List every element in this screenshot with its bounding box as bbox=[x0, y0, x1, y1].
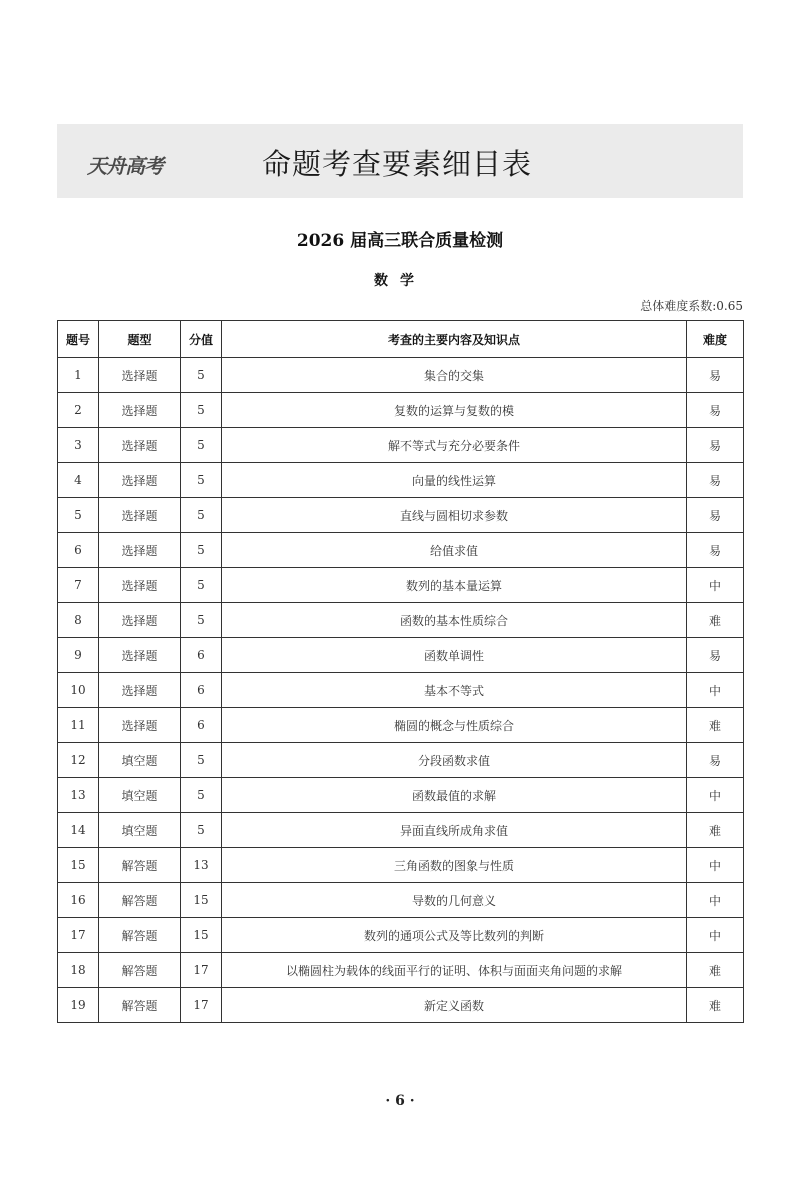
cell-score: 17 bbox=[181, 953, 222, 988]
table-row bbox=[58, 708, 744, 743]
cell-content: 函数的基本性质综合 bbox=[222, 603, 687, 638]
table-row bbox=[58, 533, 744, 568]
cell-type: 填空题 bbox=[99, 778, 181, 813]
table-row bbox=[58, 428, 744, 463]
cell-number: 14 bbox=[58, 813, 99, 848]
table-row bbox=[58, 883, 744, 918]
cell-difficulty: 中 bbox=[687, 568, 744, 603]
header-type: 题型 bbox=[99, 321, 181, 358]
cell-score: 15 bbox=[181, 918, 222, 953]
cell-number: 4 bbox=[58, 463, 99, 498]
header-content: 考查的主要内容及知识点 bbox=[222, 321, 687, 358]
cell-content: 给值求值 bbox=[222, 533, 687, 568]
cell-type: 选择题 bbox=[99, 673, 181, 708]
cell-type: 选择题 bbox=[99, 638, 181, 673]
cell-number: 11 bbox=[58, 708, 99, 743]
cell-content: 椭圆的概念与性质综合 bbox=[222, 708, 687, 743]
header-number: 题号 bbox=[58, 321, 99, 358]
cell-content: 基本不等式 bbox=[222, 673, 687, 708]
cell-type: 解答题 bbox=[99, 883, 181, 918]
cell-content: 分段函数求值 bbox=[222, 743, 687, 778]
cell-content: 直线与圆相切求参数 bbox=[222, 498, 687, 533]
table-row bbox=[58, 918, 744, 953]
cell-score: 6 bbox=[181, 673, 222, 708]
cell-content: 复数的运算与复数的模 bbox=[222, 393, 687, 428]
cell-type: 选择题 bbox=[99, 568, 181, 603]
cell-score: 6 bbox=[181, 708, 222, 743]
cell-difficulty: 中 bbox=[687, 918, 744, 953]
cell-score: 5 bbox=[181, 358, 222, 393]
cell-number: 13 bbox=[58, 778, 99, 813]
cell-difficulty: 中 bbox=[687, 778, 744, 813]
cell-type: 解答题 bbox=[99, 848, 181, 883]
cell-difficulty: 中 bbox=[687, 883, 744, 918]
cell-difficulty: 难 bbox=[687, 953, 744, 988]
cell-score: 17 bbox=[181, 988, 222, 1023]
cell-difficulty: 难 bbox=[687, 988, 744, 1023]
header-score: 分值 bbox=[181, 321, 222, 358]
cell-score: 5 bbox=[181, 533, 222, 568]
cell-score: 15 bbox=[181, 883, 222, 918]
cell-content: 异面直线所成角求值 bbox=[222, 813, 687, 848]
cell-difficulty: 易 bbox=[687, 393, 744, 428]
table-row bbox=[58, 638, 744, 673]
cell-difficulty: 易 bbox=[687, 463, 744, 498]
cell-type: 选择题 bbox=[99, 358, 181, 393]
cell-score: 5 bbox=[181, 393, 222, 428]
table-row bbox=[58, 498, 744, 533]
cell-type: 选择题 bbox=[99, 533, 181, 568]
cell-number: 16 bbox=[58, 883, 99, 918]
table-row bbox=[58, 953, 744, 988]
cell-number: 17 bbox=[58, 918, 99, 953]
cell-content: 向量的线性运算 bbox=[222, 463, 687, 498]
cell-number: 5 bbox=[58, 498, 99, 533]
overall-difficulty: 总体难度系数:0.65 bbox=[640, 299, 743, 313]
cell-score: 5 bbox=[181, 603, 222, 638]
cell-content: 导数的几何意义 bbox=[222, 883, 687, 918]
cell-content: 集合的交集 bbox=[222, 358, 687, 393]
table-row bbox=[58, 813, 744, 848]
cell-content: 数列的基本量运算 bbox=[222, 568, 687, 603]
cell-number: 10 bbox=[58, 673, 99, 708]
cell-score: 5 bbox=[181, 778, 222, 813]
cell-type: 解答题 bbox=[99, 988, 181, 1023]
cell-difficulty: 易 bbox=[687, 428, 744, 463]
table-header-row bbox=[58, 321, 744, 358]
table-row bbox=[58, 848, 744, 883]
cell-score: 5 bbox=[181, 743, 222, 778]
cell-type: 选择题 bbox=[99, 393, 181, 428]
cell-type: 填空题 bbox=[99, 813, 181, 848]
cell-number: 19 bbox=[58, 988, 99, 1023]
cell-content: 三角函数的图象与性质 bbox=[222, 848, 687, 883]
cell-difficulty: 易 bbox=[687, 358, 744, 393]
cell-number: 1 bbox=[58, 358, 99, 393]
cell-number: 7 bbox=[58, 568, 99, 603]
cell-score: 5 bbox=[181, 568, 222, 603]
banner-title: 命题考查要素细目表 bbox=[262, 147, 533, 181]
table-row bbox=[58, 463, 744, 498]
table-row bbox=[58, 358, 744, 393]
cell-type: 选择题 bbox=[99, 428, 181, 463]
cell-score: 5 bbox=[181, 463, 222, 498]
cell-difficulty: 易 bbox=[687, 533, 744, 568]
cell-difficulty: 难 bbox=[687, 603, 744, 638]
table-row bbox=[58, 673, 744, 708]
cell-score: 5 bbox=[181, 428, 222, 463]
cell-content: 以椭圆柱为载体的线面平行的证明、体积与面面夹角问题的求解 bbox=[222, 953, 687, 988]
cell-type: 解答题 bbox=[99, 918, 181, 953]
header-difficulty: 难度 bbox=[687, 321, 744, 358]
cell-type: 填空题 bbox=[99, 743, 181, 778]
cell-type: 选择题 bbox=[99, 463, 181, 498]
cell-number: 3 bbox=[58, 428, 99, 463]
cell-content: 函数最值的求解 bbox=[222, 778, 687, 813]
brand-logo: 天舟高考 bbox=[87, 154, 163, 178]
cell-type: 解答题 bbox=[99, 953, 181, 988]
cell-number: 12 bbox=[58, 743, 99, 778]
cell-difficulty: 难 bbox=[687, 813, 744, 848]
cell-difficulty: 易 bbox=[687, 638, 744, 673]
cell-content: 解不等式与充分必要条件 bbox=[222, 428, 687, 463]
cell-score: 5 bbox=[181, 498, 222, 533]
cell-number: 9 bbox=[58, 638, 99, 673]
page-number: · 6 · bbox=[385, 1093, 415, 1109]
cell-score: 6 bbox=[181, 638, 222, 673]
subject-title: 数学 bbox=[374, 273, 426, 289]
cell-type: 选择题 bbox=[99, 708, 181, 743]
cell-score: 5 bbox=[181, 813, 222, 848]
spec-table bbox=[57, 320, 744, 1023]
cell-type: 选择题 bbox=[99, 498, 181, 533]
cell-content: 数列的通项公式及等比数列的判断 bbox=[222, 918, 687, 953]
cell-score: 13 bbox=[181, 848, 222, 883]
cell-type: 选择题 bbox=[99, 603, 181, 638]
cell-number: 15 bbox=[58, 848, 99, 883]
cell-difficulty: 难 bbox=[687, 708, 744, 743]
cell-difficulty: 中 bbox=[687, 673, 744, 708]
cell-number: 18 bbox=[58, 953, 99, 988]
table-row bbox=[58, 393, 744, 428]
cell-number: 6 bbox=[58, 533, 99, 568]
cell-difficulty: 易 bbox=[687, 498, 744, 533]
table-row bbox=[58, 988, 744, 1023]
cell-number: 8 bbox=[58, 603, 99, 638]
cell-number: 2 bbox=[58, 393, 99, 428]
cell-difficulty: 易 bbox=[687, 743, 744, 778]
table-row bbox=[58, 743, 744, 778]
cell-content: 新定义函数 bbox=[222, 988, 687, 1023]
cell-difficulty: 中 bbox=[687, 848, 744, 883]
table-row bbox=[58, 568, 744, 603]
cell-content: 函数单调性 bbox=[222, 638, 687, 673]
header-banner bbox=[57, 124, 743, 198]
table-row bbox=[58, 603, 744, 638]
exam-title: 2026 届高三联合质量检测 bbox=[296, 231, 504, 251]
table-row bbox=[58, 778, 744, 813]
